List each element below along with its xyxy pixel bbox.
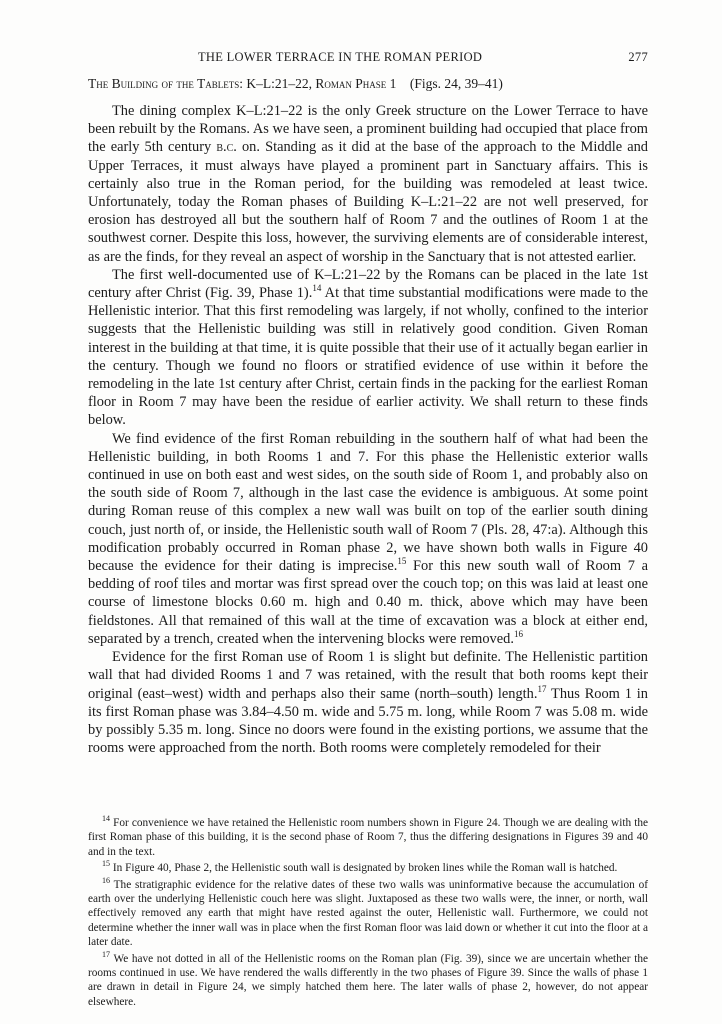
footnote-number: 14 (102, 814, 110, 824)
paragraph-text: At that time substantial modifications were made to the Hellenistic interior. That this first remodeling was largely, if not wholly, confined to the interior suggests that the Hellenistic building was still in relatively good condition. Given Roman interest in the building at that time, it is quite possible that their use of it actually began earlier in the century. Though we found no floors or stratified evidence of use within it before the remodeling in the late 1st century after Christ, certain finds in the packing for the earliest Roman floor in Room 7 may have been the residue of earlier activity. We shall return to these finds below. (88, 285, 649, 429)
paragraph (88, 430, 648, 648)
paragraph-text: Evidence for the first Roman use of Room 1 is slight but definite. The Hellenistic partition wall that had divided Rooms 1 and 7 was retained, with the result that both rooms kept their original (east–west) width and perhaps also their same (north–south) length. (88, 649, 648, 702)
footnote-number: 16 (102, 875, 110, 885)
footnote (88, 949, 649, 1010)
footnote-text: We have not dotted in all of the Hellenistic rooms on the Roman plan (Fig. 39), since we are uncertain whether the rooms continued in use. We have rendered the walls differently in the two phases of Figure 39. Since the walls of phase 1 are drawn in detail in Figure 24, we simply hatched them here. The later walls of phase 2, however, do not appear elsewhere. (88, 952, 649, 1008)
section-phase: Roman Phase (315, 76, 387, 91)
era-abbreviation: b.c. (216, 139, 237, 156)
footnote (88, 816, 648, 859)
paragraph (88, 648, 648, 757)
section-title: The Building of the Tablets (88, 76, 240, 91)
footnote-text: In Figure 40, Phase 2, the Hellenistic south wall is designated by broken lines while the Roman wall is hatched. (112, 862, 618, 875)
body-text (88, 102, 648, 757)
paragraph-text: The dining complex K–L:21–22 is the only Greek structure on the Lower Terrace to have been rebuilt by the Romans. As we have seen, a prominent building had occupied that place from the early 5th century (88, 103, 648, 156)
paragraph-text: Thus Room 1 in its first Roman phase was 3.84–4.50 m. wide and 5.75 m. long, while Room 7 was 5.08 m. wide by possibly 5.35 m. long. Since no doors were found in the existing portions, we assume that the rooms were approached from the north. Both rooms were completely remodeled for their (88, 685, 648, 757)
footnote-ref[interactable]: 15 (397, 556, 407, 567)
paragraph (88, 102, 648, 266)
running-title: THE LOWER TERRACE IN THE ROMAN PERIOD (198, 50, 483, 64)
footnotes (88, 816, 648, 1011)
footnote-text: For convenience we have retained the Hellenistic room numbers shown in Figure 24. Though we are dealing with the first Roman phase of this building, it is the second phase of Room 7, thus the differing designations in Figures 39 and 40 and in the text. (88, 817, 648, 858)
footnote-ref[interactable]: 14 (312, 283, 322, 294)
footnote-text: The stratigraphic evidence for the relative dates of these two walls was uninformative because the accumulation of earth over the underlying Hellenistic couch here was slight. Juxtaposed as these two walls were, the inner, or north, wall effectively removed any earth that might have rested against the outer, Hellenistic wall. Furthermore, we could not determine whether the inner wall was in place when the first Roman floor was laid down or whether it cut into the floor at a later date. (88, 878, 649, 949)
section-heading (88, 76, 648, 92)
paragraph-text: The first well-documented use of K–L:21–22 by the Romans can be placed in the late 1st century after Christ (Fig. 39, Phase 1). (88, 266, 648, 302)
footnote (88, 861, 648, 875)
footnote (88, 875, 649, 950)
paragraph-text: For this new south wall of Room 7 a bedding of roof tiles and mortar was first spread over the couch top; on this was laid at least one course of limestone blocks 0.60 m. high and 0.40 m. thick, above which may have been fieldstones. All that remained of this wall at the time of excavation was a block at either end, separated by a trench, created when the intervening blocks were removed. (88, 558, 648, 647)
section-title-rest: : K–L:21–22, (239, 76, 316, 91)
footnote-number: 15 (102, 859, 110, 869)
paragraph (88, 266, 648, 430)
paragraph-text: on. Standing as it did at the base of the approach to the Middle and Upper Terraces, it must always have played a prominent part in Sanctuary affairs. This is certainly also true in the Roman period, for the building was remodeled at least twice. Unfortunately, today the Roman phases of Building K–L:21–22 are not well preserved, for erosion has destroyed all but the southern half of Room 7 and the outlines of Room 1 at the southwest corner. Despite this loss, however, the surviving elements are of considerable interest, as are the finds, for they reveal an aspect of worship in the Sanctuary that is not attested earlier. (88, 139, 648, 265)
footnote-ref[interactable]: 16 (513, 629, 523, 640)
paragraph-text: We find evidence of the first Roman rebuilding in the southern half of what had been the Hellenistic building, in both Rooms 1 and 7. For this phase the Hellenistic exterior walls continued in use on both east and west sides, on the south side of Room 1, and probably also on the south side of Room 7, although in the last case the evidence is ambiguous. At some point during Roman reuse of this complex a new wall was built on top of the earlier south dining couch, just north of, or inside, the Hellenistic south wall of Room 7 (Pls. 28, 47:a). Although this modification probably occurred in Roman phase 2, we have shown both walls in Figure 40 because the evidence for their dating is imprecise. (88, 430, 648, 575)
footnote-number: 17 (102, 949, 110, 959)
footnote-ref[interactable]: 17 (537, 683, 547, 694)
section-phase-number: 1 (386, 76, 397, 91)
section-figure-refs: (Figs. 24, 39–41) (409, 76, 503, 91)
page-number: 277 (628, 50, 648, 64)
